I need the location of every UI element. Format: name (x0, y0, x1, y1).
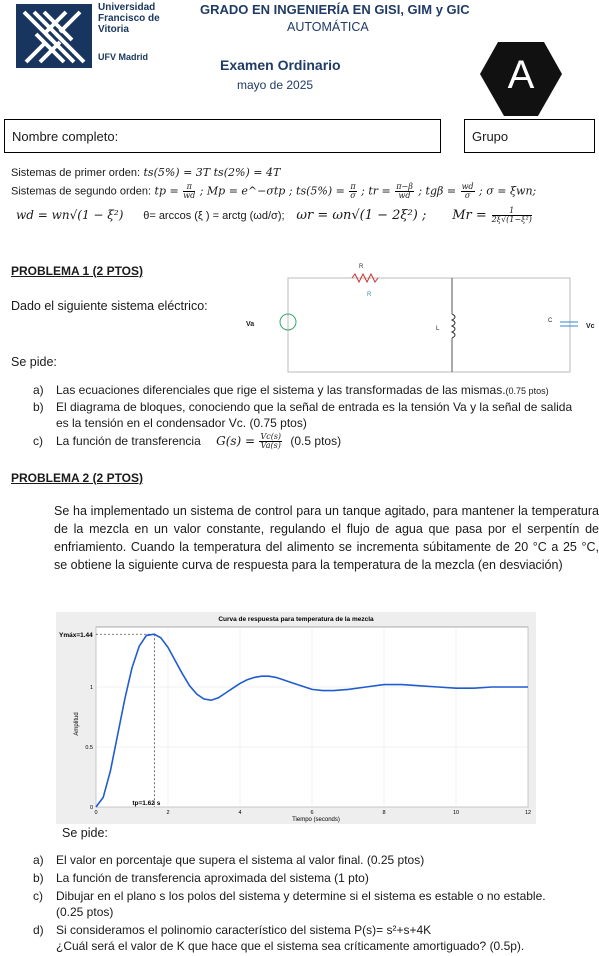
x-tick-label: 2 (166, 810, 170, 816)
problem2-statement: Se ha implementado un sistema de control para un tanque agitado, para mantener la temperatura de la mezcla en un valor constante, regulando el flujo de agua que pasa por el serpentín de enfriamiento. Cuando la temperatura del alimento se incrementa súbitamente de 20 °C a 25 °C, se obtiene la siguiente curva de respuesta para la temperatura de la mezcla (en desviación) (54, 504, 599, 572)
problem2-item-d: d) Si consideramos el polinomio característico del sistema P(s)= s²+s+4K ¿Cuál será el valor de K que hace que el sistema sea críticamente amortiguado? (0.5p). (33, 923, 525, 953)
problem1-intro: Dado el siguiente sistema eléctrico: (11, 299, 208, 313)
x-tick-label: 10 (452, 810, 460, 816)
response-curve-chart (56, 612, 536, 824)
x-axis-label: Tiempo (seconds) (292, 817, 340, 823)
y-tick-label: 0 (89, 805, 93, 811)
name-field[interactable] (4, 119, 441, 153)
tp-annotation: tp=1.62 s (132, 800, 161, 807)
y-tick-label: 0.5 (85, 745, 93, 751)
problem2-asks: Se pide: (62, 826, 108, 840)
resistor-label: R (359, 264, 364, 270)
source-label: Va (246, 321, 255, 328)
problem1-item-b: b) El diagrama de bloques, conociendo que la señal de entrada es la tensión Va y la señal de salida es la tensión en el condensador Vc. (0.75 ptos) (33, 400, 573, 430)
x-tick-label: 12 (524, 810, 532, 816)
name-label: Nombre completo: (12, 129, 119, 144)
frequency-formulas: wd = wn√(1 − ξ²) θ= arccos (ξ ) = arctg (ωd/σ); ωr = ωn√(1 − 2ξ²) ; Mr = $\frac{1}{\text{2ξ√(1−ξ²)}}$ (16, 206, 532, 224)
resistor-sublabel: R (367, 292, 372, 298)
exam-version-badge (478, 40, 564, 118)
first-order-formulas: Sistemas de primer orden: ts(5%) = 3T ts(2%) = 4T (11, 166, 281, 179)
output-voltage-label: Vc (586, 323, 595, 330)
university-campus: UFV Madrid (98, 52, 149, 62)
capacitor-label: C (548, 318, 553, 324)
chart-title: Curva de respuesta para temperatura de la mezcla (218, 616, 374, 623)
exam-title: Examen Ordinario (220, 57, 341, 73)
university-logo (16, 4, 92, 68)
peak-annotation: Ymáx=1.44 (59, 632, 93, 640)
x-tick-label: 0 (94, 810, 98, 816)
x-tick-label: 8 (382, 810, 386, 816)
electric-circuit-diagram (244, 258, 599, 376)
exam-version-letter: A (507, 53, 535, 97)
problem2-item-a: a) El valor en porcentaje que supera el sistema al valor final. (0.25 ptos) (33, 853, 425, 867)
problem2-item-c: c) Dibujar en el plano s los polos del sistema y determine si el sistema es estable o no estable. (0.25 ptos) (33, 889, 546, 919)
university-name: Universidad Francisco de Vitoria (98, 2, 160, 35)
x-tick-label: 6 (310, 810, 314, 816)
y-axis-label: Amplitud (74, 712, 80, 736)
problem2-item-b: b) La función de transferencia aproximada del sistema (1 pto) (33, 871, 369, 885)
problem1-item-a: a) Las ecuaciones diferenciales que rige el sistema y las transformadas de las mismas.(0.75 ptos) (33, 383, 549, 397)
inductor-label: L (436, 326, 440, 332)
problem1-item-c: c) La función de transferencia G(s) = $\frac{Vc(s)}{Va(s)}$ (0.5 ptos) (33, 432, 342, 451)
problem1-asks: Se pide: (11, 355, 57, 369)
subject-title: AUTOMÁTICA (287, 20, 369, 34)
problem2-title: PROBLEMA 2 (2 PTOS) (11, 471, 144, 485)
exam-date: mayo de 2025 (237, 78, 314, 92)
degree-title: GRADO EN INGENIERÍA EN GISI, GIM y GIC (200, 2, 470, 17)
y-tick-label: 1 (89, 685, 93, 691)
x-tick-label: 4 (238, 810, 242, 816)
group-label: Grupo (472, 129, 509, 144)
second-order-formulas: Sistemas de segundo orden: tp = $\frac{\pi}{wd}$ ; Mp = e^−σtp ; ts(5%) = $\frac{\pi}{\sigma}$ ; tr = $\frac{\pi-\beta}{wd}$ ; tgβ = $\frac{wd}{\sigma}$ ; σ = ξwn; (11, 182, 537, 200)
group-field[interactable] (464, 119, 595, 153)
problem1-title: PROBLEMA 1 (2 PTOS) (11, 264, 144, 278)
